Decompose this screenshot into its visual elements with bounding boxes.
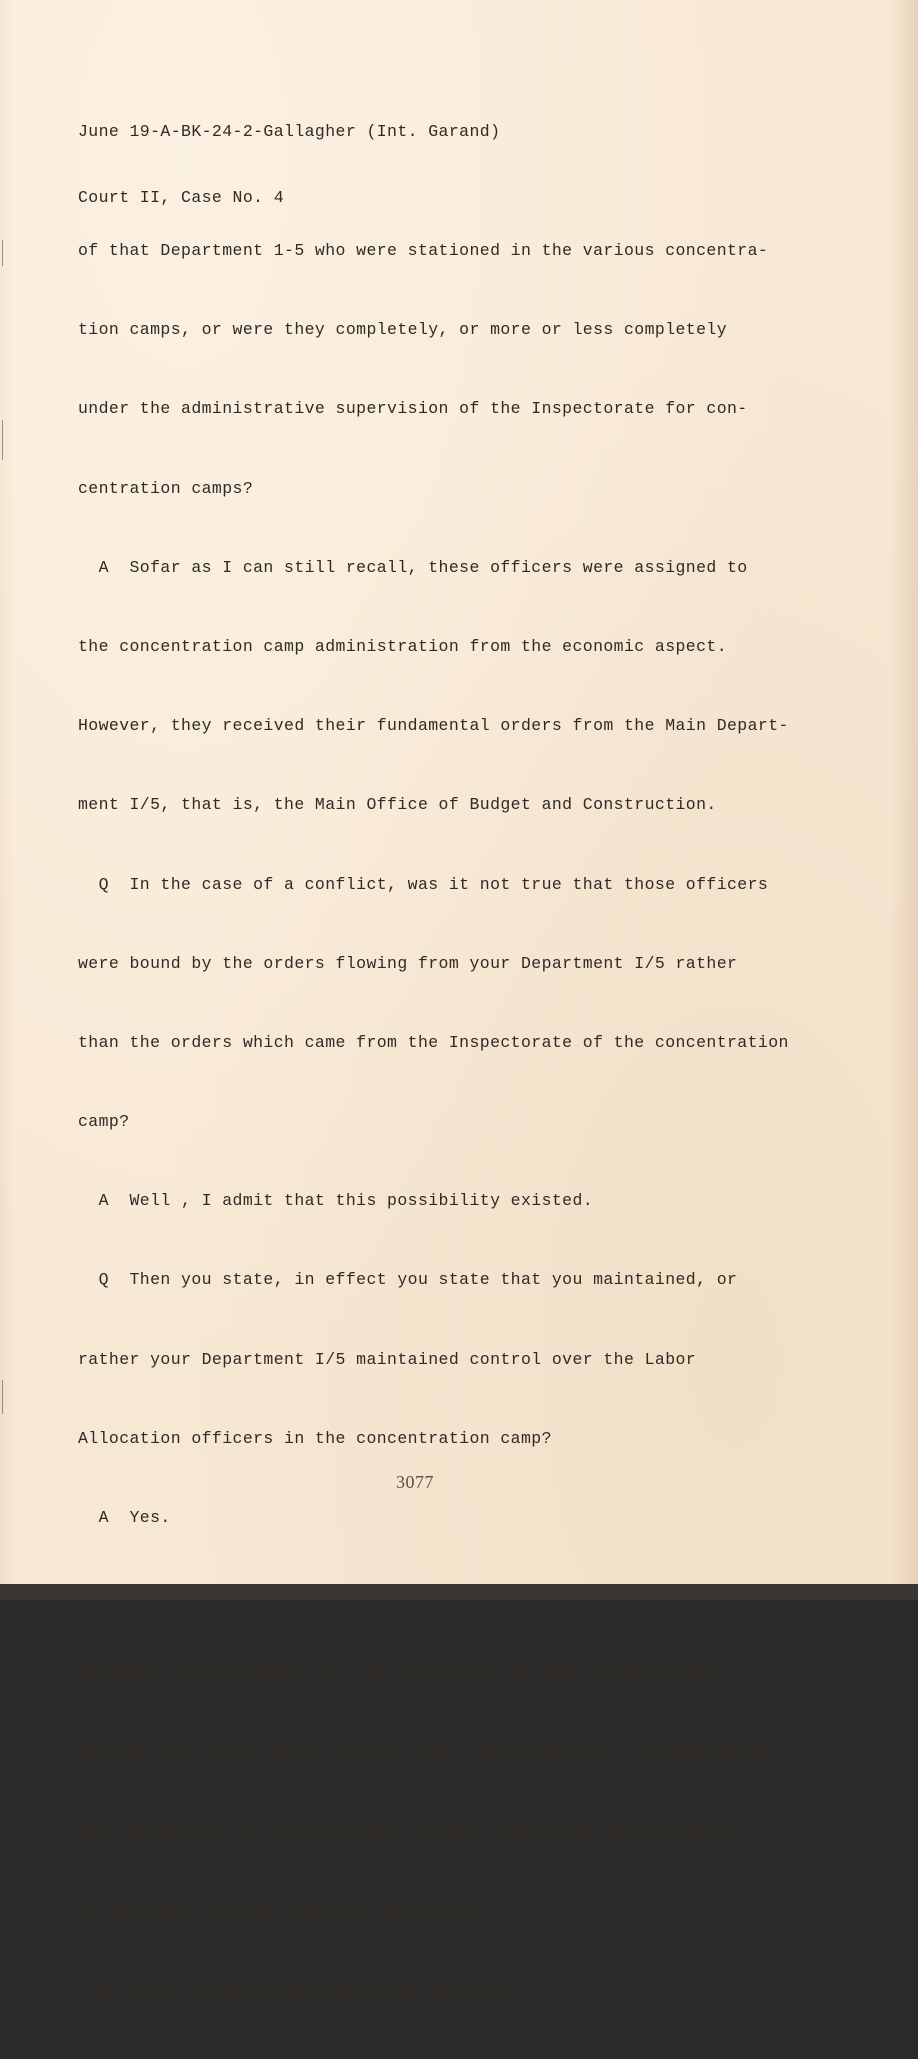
transcript-line: than the orders which came from the Inspectorate of the concentration	[78, 1032, 789, 1052]
transcript-line: agreement with Gluecks, or the concentration camp Inspectorate,	[78, 1666, 728, 1686]
scan-background-edge	[0, 1584, 918, 1600]
transcript-line: centration camps?	[78, 478, 254, 498]
transcript-line: ment I/5, that is, the Main Office of Budget and Construction.	[78, 795, 717, 815]
answer-line: A Sofar as I can still recall, these officers were assigned to	[78, 557, 748, 577]
transcript-line: tion camps, or were they completely, or more or less completely	[78, 320, 728, 340]
transcript-line: this authority for issuing duty travel orders and minor matters	[78, 1824, 738, 1844]
transcript-line: Allocation officers in the concentration camp?	[78, 1428, 552, 1448]
margin-mark	[2, 240, 7, 266]
transcript-line: under the administrative supervision of the Inspectorate for con-	[78, 399, 748, 419]
transcript-line: to the chief of your section, Burboeck?	[78, 1903, 480, 1923]
answer-line: A I don't quite understand the question.	[78, 1983, 521, 2003]
question-line: Q In the case of a conflict, was it not true that those officers	[78, 874, 769, 894]
transcript-line: rather your Department I/5 maintained control over the Labor	[78, 1349, 697, 1369]
question-line: Q Then you state, in effect you state that you maintained, or	[78, 1270, 738, 1290]
margin-mark	[2, 420, 7, 460]
transcript-line: of that Department 1-5 who were stationed in the various concentra-	[78, 241, 769, 260]
margin-mark	[2, 1380, 7, 1414]
transcript-line: However, they received their fundamental orders from the Main Depart-	[78, 716, 789, 736]
answer-line: A Yes.	[78, 1508, 171, 1527]
transcript-line: the concentration camp administration from the economic aspect.	[78, 636, 728, 656]
header-line-court-case: Court II, Case No. 4	[78, 188, 285, 207]
transcript-line: were bound by the orders flowing from your Department I/5 rather	[78, 953, 738, 973]
transcript-body	[78, 200, 789, 2059]
answer-line: A Well , I admit that this possibility existed.	[78, 1191, 594, 1211]
transcript-line: camp?	[78, 1112, 130, 1132]
page-number: 3077	[396, 1472, 434, 1492]
header-line-case-reference: June 19-A-BK-24-2-Gallagher (Int. Garand)	[78, 122, 501, 141]
transcript-line: whereby you could retain control over these officers, and delegated	[78, 1745, 769, 1765]
